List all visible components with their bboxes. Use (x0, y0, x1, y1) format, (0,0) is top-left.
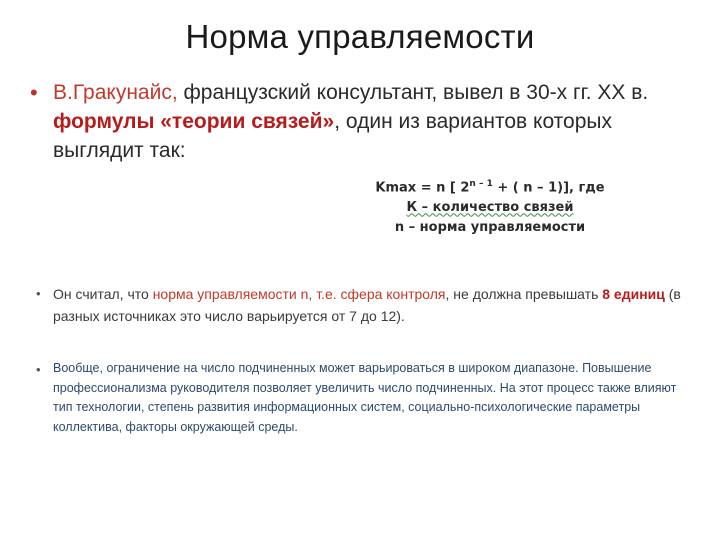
formula-line-3: n – норма управляемости (394, 220, 586, 236)
formula-line-1 (360, 174, 620, 198)
bullet-graicunas (30, 78, 690, 165)
slide-title: Норма управляемости (185, 18, 535, 55)
bullet-dot-icon: • (36, 286, 41, 301)
bullet-graicunas-part2: , один из вариантов которых выглядит так: (53, 110, 613, 162)
formula-line-1-a: Kmax = n [ 2 (375, 180, 470, 196)
bullet-dot-icon: • (30, 80, 38, 105)
formula-exponent: n – 1 (469, 179, 493, 189)
bullet-limit-part1: Он считал, что (53, 286, 153, 302)
limit-value: 8 единиц (602, 286, 665, 302)
author-name: В.Гракунайс, (53, 81, 178, 104)
bullet-limit (36, 283, 696, 327)
bullet-limit-text (53, 283, 696, 327)
bullet-limit-part3: (в разных источниках это число варьируется от 7 до 12). (53, 286, 681, 324)
bullet-graicunas-text (53, 78, 690, 165)
formula-line-1-b: + ( n – 1)], где (492, 180, 605, 196)
span-of-control-highlight: норма управляемости n, т.е. сфера контроля (152, 286, 446, 302)
formula-block (360, 174, 620, 238)
formula-name: формулы «теории связей» (53, 110, 335, 133)
bullet-dot-icon: • (36, 362, 41, 377)
bullet-graicunas-part1: французский консультант, вывел в 30-х гг. XX в. (177, 81, 649, 104)
bullet-limit-part2: , не должна превышать (445, 286, 603, 302)
formula-line-2: К – количество связей (406, 200, 574, 216)
bullet-general-text: Вообще, ограничение на число подчиненных может варьироваться в широком диапазоне. Повышение профессионализма руководителя позволяет увеличить число подчиненных. На этот процесс также влияют тип технологии, степень развития информационных систем, социально-психологические параметры коллектива, факторы окружающей среды. (53, 361, 677, 434)
bullet-general (36, 359, 696, 437)
